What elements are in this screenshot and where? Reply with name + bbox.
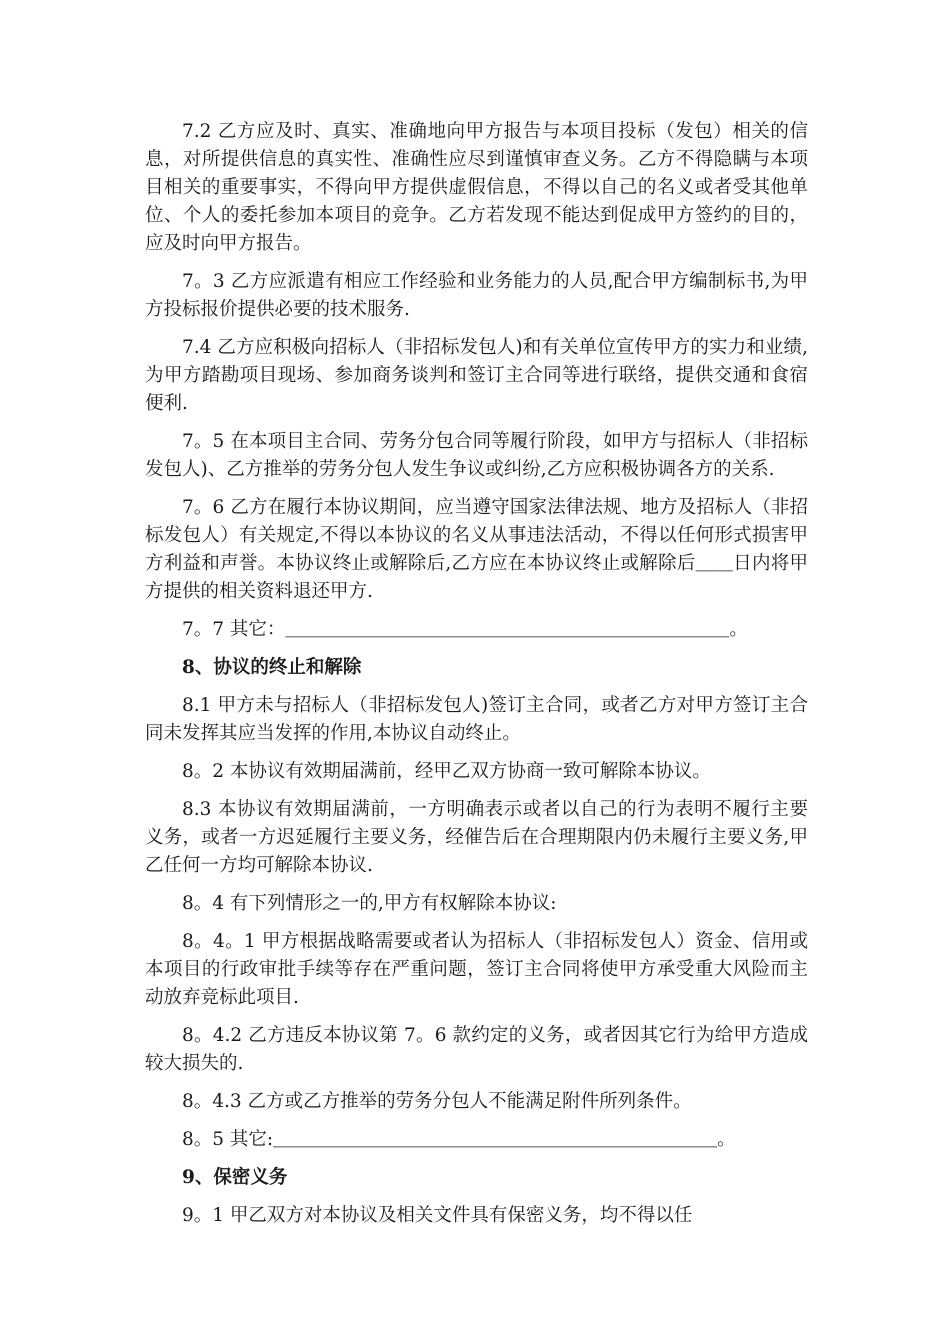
clause-8-4-2: 8。4.2 乙方违反本协议第 7。6 款约定的义务，或者因其它行为给甲方造成较大损失的. <box>145 1025 808 1074</box>
clause-8-1: 8.1 甲方未与招标人（非招标发包人)签订主合同，或者乙方对甲方签订主合同未发挥其应当发挥的作用,本协议自动终止。 <box>145 695 808 744</box>
clause-7-3: 7。3 乙方应派遣有相应工作经验和业务能力的人员,配合甲方编制标书,为甲方投标报价提供必要的技术服务. <box>145 271 808 320</box>
clause-8-4: 8。4 有下列情形之一的,甲方有权解除本协议: <box>182 893 557 914</box>
clause-7-4: 7.4 乙方应积极向招标人（非招标发包人)和有关单位宣传甲方的实力和业绩,为甲方踏勘项目现场、参加商务谈判和签订主合同等进行联络，提供交通和食宿便利. <box>145 337 808 414</box>
clause-8-3: 8.3 本协议有效期届满前，一方明确表示或者以自己的行为表明不履行主要义务，或者一方迟延履行主要义务，经催告后在合理期限内仍未履行主要义务,甲乙任何一方均可解除本协议. <box>145 799 808 876</box>
section-8-heading: 8、协议的终止和解除 <box>182 657 362 678</box>
clause-8-4-3: 8。4.3 乙方或乙方推举的劳务分包人不能满足附件所列条件。 <box>182 1091 692 1112</box>
section-9-heading: 9、保密义务 <box>182 1167 288 1188</box>
clause-9-1: 9。1 甲乙双方对本协议及相关文件具有保密义务，均不得以任 <box>182 1205 693 1226</box>
document-page <box>145 118 808 1240</box>
clause-7-2: 7.2 乙方应及时、真实、准确地向甲方报告与本项目投标（发包）相关的信息，对所提供信息的真实性、准确性应尽到谨慎审查义务。乙方不得隐瞒与本项目相关的重要事实，不得向甲方提供虚假信息，不得以自己的名义或者受其他单位、个人的委托参加本项目的竞争。乙方若发现不能达到促成甲方签约的目的，应及时向甲方报告。 <box>145 121 808 254</box>
clause-8-5: 8。5 其它:＿＿＿＿＿＿＿＿＿＿＿＿＿＿＿＿＿＿＿＿＿＿＿＿。 <box>182 1129 736 1150</box>
clause-8-4-1: 8。4。1 甲方根据战略需要或者认为招标人（非招标发包人）资金、信用或本项目的行政审批手续等存在严重问题，签订主合同将使甲方承受重大风险而主动放弃竞标此项目. <box>145 931 808 1008</box>
clause-7-7: 7。7 其它：＿＿＿＿＿＿＿＿＿＿＿＿＿＿＿＿＿＿＿＿＿＿＿＿。 <box>182 619 748 640</box>
clause-8-2: 8。2 本协议有效期届满前，经甲乙双方协商一致可解除本协议。 <box>182 761 711 782</box>
clause-7-5: 7。5 在本项目主合同、劳务分包合同等履行阶段，如甲方与招标人（非招标发包人)、乙方推举的劳务分包人发生争议或纠纷,乙方应积极协调各方的关系. <box>145 431 808 480</box>
clause-7-6: 7。6 乙方在履行本协议期间，应当遵守国家法律法规、地方及招标人（非招标发包人）有关规定,不得以本协议的名义从事违法活动，不得以任何形式损害甲方利益和声誉。本协议终止或解除后,乙方应在本协议终止或解除后＿＿日内将甲方提供的相关资料退还甲方. <box>145 497 808 602</box>
